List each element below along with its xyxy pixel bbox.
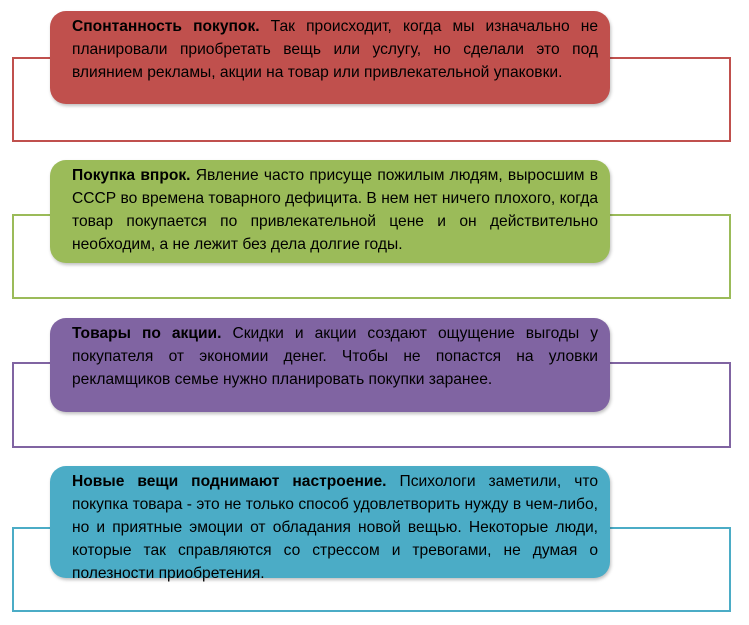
item-card-1	[50, 11, 610, 104]
item-text-2: Явление часто присуще пожилым людям, выросшим в СССР во времена товарного дефицита. В нем нет ничего плохого, когда товар покупается по привлекательной цене и он действительно необходим, а не лежит без дела долгие годы.	[72, 167, 598, 253]
item-title-1: Спонтанность покупок.	[72, 18, 271, 35]
item-card-3	[50, 318, 610, 412]
item-card-4	[50, 466, 610, 582]
item-title-3: Товары по акции.	[72, 325, 233, 342]
item-title-4: Новые вещи поднимают настроение.	[72, 473, 400, 490]
item-title-2: Покупка впрок.	[72, 167, 196, 184]
item-text-3: Скидки и акции создают ощущение выгоды у покупателя от экономии денег. Чтобы не попастся на уловки рекламщиков семье нужно планировать покупки заранее.	[72, 325, 598, 388]
item-card-2	[50, 160, 610, 263]
item-text-1: Так происходит, когда мы изначально не планировали приобретать вещь или услугу, но сделали это под влиянием рекламы, акции на товар или привлекательной упаковки.	[72, 18, 598, 81]
item-text-4: Психологи заметили, что покупка товара - это не только способ удовлетворить нужду в чем-либо, но и приятные эмоции от обладания новой вещью. Некоторые люди, которые так справляются со стрессом и тревогами, не думая о полезности приобретения.	[72, 473, 598, 582]
